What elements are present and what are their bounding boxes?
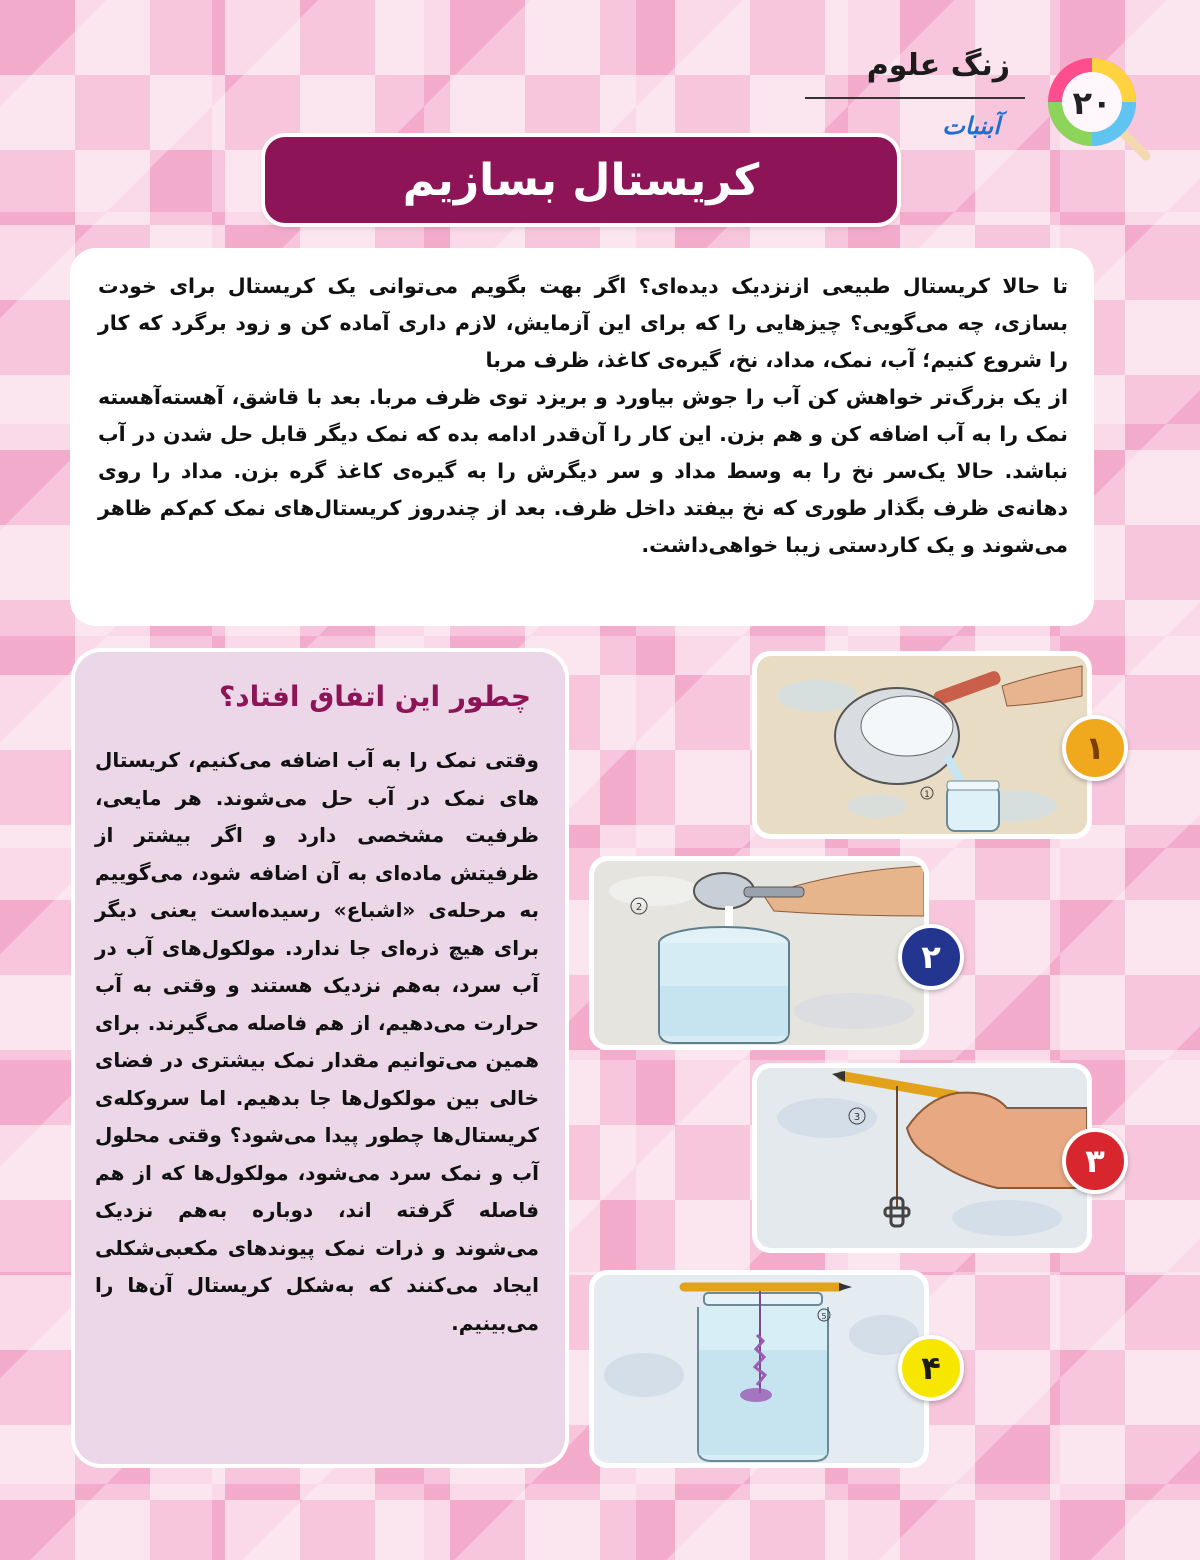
step-2-label: 2 xyxy=(635,902,643,913)
brand-logo: آبنبات xyxy=(942,112,1000,140)
explanation-body: وقتی نمک را به آب اضافه می‌کنیم، کریستال های نمک در آب حل می‌شوند. هر مایعی، ظرفیت مشخصی دارد و اگر بیشتر از ظرفیتش ماده‌ای به آن اضافه شود، می‌گوییم به مرحله‌ی «اشباع» رسیده‌است یعنی دیگر برای هیچ ذره‌ای جا ندارد. مولکول‌های آب در آب سرد، به‌هم نزدیک هستند و وقتی به آب حرارت می‌دهیم، از هم فاصله می‌گیرند. برای همین می‌توانیم مقدار نمک بیشتری در فضای خالی بین مولکول‌ها جا بدهیم. اما سروکله‌ی کریستال‌ها چطور پیدا می‌شود؟ وقتی محلول آب و نمک سرد می‌شود، مولکول‌ها که از هم فاصله گرفته اند، دوباره به‌هم نزدیک می‌شوند و ذرات نمک پیوندهای مکعبی‌شکلی ایجاد می‌کنند که به‌شکل کریستال آن‌ها را می‌بینیم. xyxy=(95,748,539,1335)
explanation-panel xyxy=(75,652,565,1464)
step-4-image xyxy=(589,1270,929,1468)
lollipop-icon xyxy=(1042,52,1152,162)
step-3-image xyxy=(752,1063,1092,1253)
step-1-image xyxy=(752,651,1092,839)
step-1-label: 1 xyxy=(924,790,930,800)
step-2-number: ۲ xyxy=(921,938,941,976)
intro-paragraph-1: تا حالا کریستال طبیعی ازنزدیک دیده‌ای؟ اگر بهت بگویم می‌توانی یک کریستال برای خودت بسازی، چه می‌گویی؟ چیزهایی را که برای این آزمایش، لازم داری آماده کن و زود برگرد که کار را شروع کنیم؛ آب، نمک، مداد، نخ، گیره‌ی کاغذ، ظرف مربا xyxy=(98,274,1068,372)
page-number: ۲۰ xyxy=(1072,84,1112,122)
step-3-label: 3 xyxy=(853,1112,861,1123)
intro-text xyxy=(98,268,1068,564)
step-4-number: ۴ xyxy=(921,1349,941,1387)
step-3-badge xyxy=(1062,1128,1128,1194)
step-4-label: 5 xyxy=(821,1312,827,1321)
intro-panel xyxy=(70,248,1094,626)
series-title: زنگ علوم xyxy=(866,48,1010,83)
step-2-image xyxy=(589,856,929,1050)
explanation-title: چطور این اتفاق افتاد؟ xyxy=(219,680,531,713)
step-2-badge xyxy=(898,924,964,990)
step-3-number: ۳ xyxy=(1085,1142,1105,1180)
step-4-badge xyxy=(898,1335,964,1401)
header-divider xyxy=(805,97,1025,99)
step-1-badge xyxy=(1062,715,1128,781)
intro-paragraph-2: از یک بزرگ‌تر خواهش کن آب را جوش بیاورد و بریزد توی ظرف مربا. بعد با قاشق، آهسته‌آهسته نمک را به آب اضافه کن و هم بزن. این کار را آن‌قدر ادامه بده که نمک دیگر قابل حل شدن در آب نباشد. حالا یک‌سر نخ را به وسط مداد و سر دیگرش را به گیره‌ی کاغذ گره بزن. مداد را روی دهانه‌ی ظرف بگذار طوری که نخ بیفتد داخل ظرف. بعد از چندروز کریستال‌های نمک کم‌کم ظاهر می‌شوند و یک کاردستی زیبا خواهی‌داشت. xyxy=(98,385,1068,557)
step-1-number: ۱ xyxy=(1085,729,1105,767)
title-banner xyxy=(265,137,897,223)
page-title: کریستال بسازیم xyxy=(402,154,760,206)
page-number-lollipop xyxy=(1042,52,1152,162)
